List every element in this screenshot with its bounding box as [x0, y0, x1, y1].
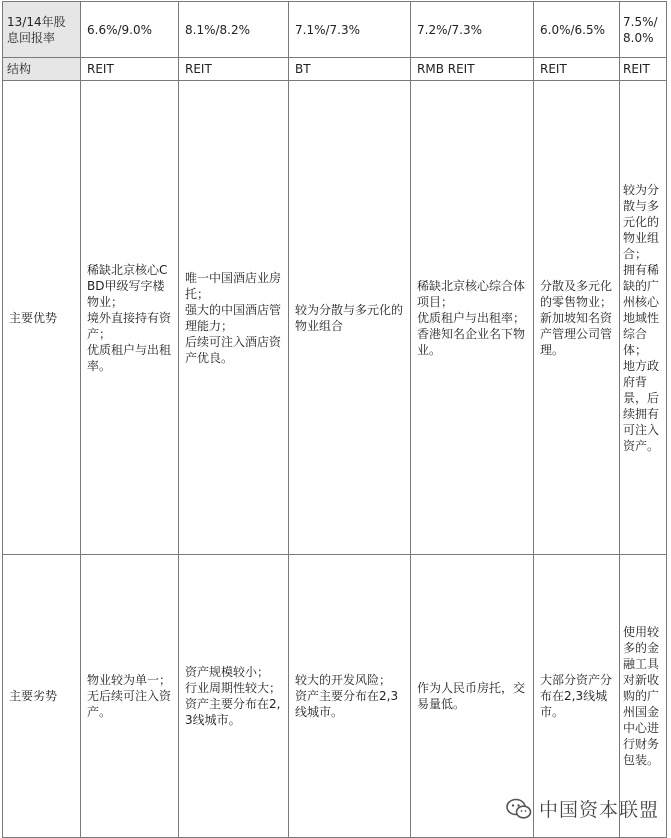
table-cell: 较为分散与多元化的物业组合； 拥有稀缺的广州核心地域性综合体； 地方政府背景，后续拥有可注入资产。: [620, 81, 667, 555]
row-label-structure: 结构: [3, 58, 81, 81]
watermark: [505, 795, 659, 822]
table-cell: 6.6%/9.0%: [81, 2, 179, 58]
row-main-advantages: [3, 81, 667, 555]
table-cell: RMB REIT: [411, 58, 534, 81]
table-cell: REIT: [620, 58, 667, 81]
table-cell: 8.1%/8.2%: [179, 2, 289, 58]
table-cell: 7.2%/7.3%: [411, 2, 534, 58]
table-cell: 资产规模较小； 行业周期性较大； 资产主要分布在2,3线城市。: [179, 555, 289, 838]
table-cell: 稀缺北京核心CBD甲级写字楼物业； 境外直接持有资产； 优质租户与出租率。: [81, 81, 179, 555]
table-cell: 较为分散与多元化的物业组合: [289, 81, 411, 555]
table-cell: 6.0%/6.5%: [534, 2, 620, 58]
table-cell: 大部分资产分布在2,3线城市。: [534, 555, 620, 838]
row-label-main-advantages: 主要优势: [3, 81, 81, 555]
wechat-icon: [505, 797, 533, 821]
table-cell: 7.1%/7.3%: [289, 2, 411, 58]
row-dividend-yield: [3, 2, 667, 58]
table-cell: 稀缺北京核心综合体项目； 优质租户与出租率； 香港知名企业名下物业。: [411, 81, 534, 555]
row-label-dividend-yield: 13/14年股息回报率: [3, 2, 81, 58]
table-cell: REIT: [179, 58, 289, 81]
table-cell: 较大的开发风险； 资产主要分布在2,3线城市。: [289, 555, 411, 838]
table-cell: 使用较多的金融工具对新收购的广州国金中心进行财务包装。: [620, 555, 667, 838]
watermark-text: 中国资本联盟: [538, 799, 659, 821]
table-cell: 物业较为单一； 无后续可注入资产。: [81, 555, 179, 838]
row-structure: [3, 58, 667, 81]
table-cell: BT: [289, 58, 411, 81]
table-cell: 7.5%/8.0%: [620, 2, 667, 58]
table-cell: 作为人民币房托，交易量低。: [411, 555, 534, 838]
table-cell: REIT: [534, 58, 620, 81]
table-cell: 分散及多元化的零售物业； 新加坡知名资产管理公司管理。: [534, 81, 620, 555]
table-cell: REIT: [81, 58, 179, 81]
comparison-table: [2, 1, 667, 838]
row-label-main-disadvantages: 主要劣势: [3, 555, 81, 838]
table-cell: 唯一中国酒店业房托； 强大的中国酒店管理能力； 后续可注入酒店资产优良。: [179, 81, 289, 555]
